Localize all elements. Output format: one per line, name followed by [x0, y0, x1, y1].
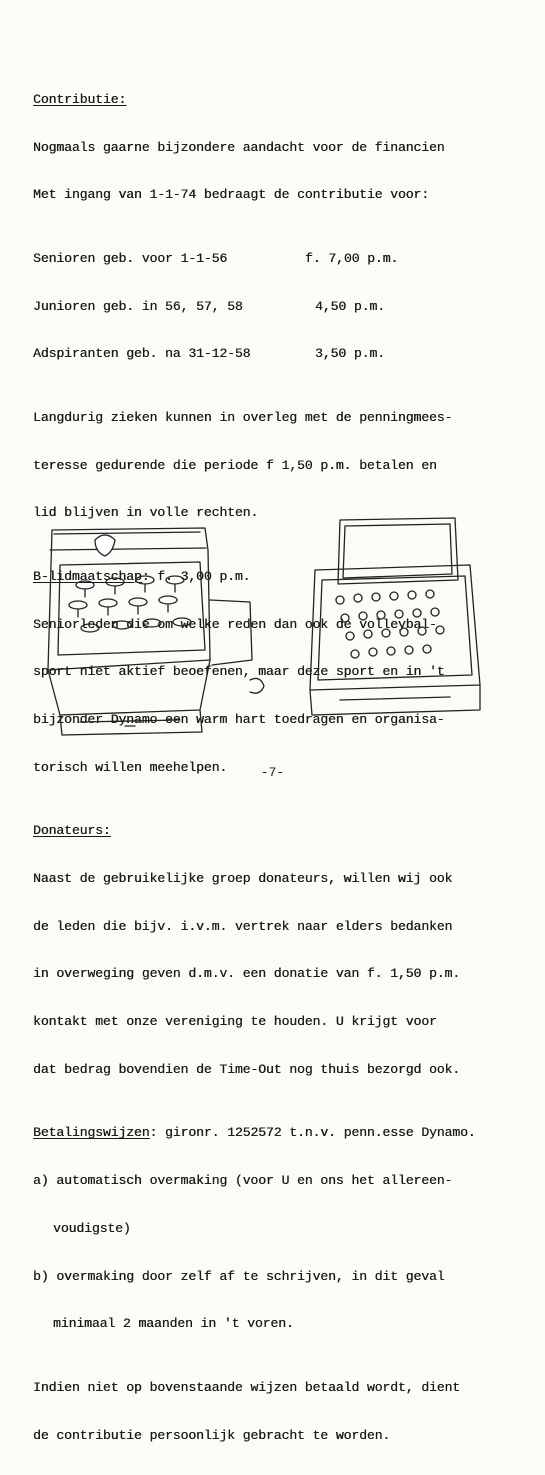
payment-option-b-cont: minimaal 2 maanden in 't voren.	[53, 1316, 294, 1332]
right-register-drawing	[310, 518, 480, 715]
rate-row: Junioren geb. in 56, 57, 58 4,50 p.m.	[33, 298, 385, 314]
intro-line: Nogmaals gaarne bijzondere aandacht voor de financien	[33, 139, 445, 155]
donors-line: Naast de gebruikelijke groep donateurs, willen wij ook	[33, 870, 453, 886]
b-membership-line: B-lidmaatschap: f. 3,00 p.m.	[33, 568, 251, 584]
section-heading-contributie: Contributie:	[33, 91, 127, 107]
senior-members-line: sport niet aktief beoefenen, maar deze sport en in 't	[33, 664, 445, 680]
sick-line: lid blijven in volle rechten.	[33, 505, 259, 521]
left-register-keys	[69, 576, 191, 632]
senior-members-line: bijzonder Dynamo een warm hart toedragen en organisa-	[33, 711, 445, 727]
closing-line: de contributie persoonlijk gebracht te worden.	[33, 1427, 391, 1443]
payment-line: Betalingswijzen: gironr. 1252572 t.n.v. penn.esse Dynamo.	[33, 1125, 476, 1141]
right-register-keys	[336, 590, 444, 658]
donors-line: de leden die bijv. i.v.m. vertrek naar elders bedanken	[33, 918, 453, 934]
donors-line: kontakt met onze vereniging te houden. U krijgt voor	[33, 1014, 437, 1030]
sick-line: Langdurig zieken kunnen in overleg met de penningmees-	[33, 409, 453, 425]
payment-option-b: b) overmaking door zelf af te schrijven, in dit geval	[33, 1268, 445, 1284]
section-heading-donateurs: Donateurs:	[33, 823, 111, 839]
sick-line: teresse gedurende die periode f 1,50 p.m. betalen en	[33, 457, 437, 473]
donors-line: in overweging geven d.m.v. een donatie van f. 1,50 p.m.	[33, 966, 461, 982]
payment-option-a-cont: voudigste)	[53, 1220, 131, 1236]
donors-line: dat bedrag bovendien de Time-Out nog thuis bezorgd ook.	[33, 1061, 461, 1077]
senior-members-line: torisch willen meehelpen.	[33, 759, 228, 775]
senior-members-line: Seniorleden die om welke reden dan ook de volleybal-	[33, 616, 437, 632]
left-register-drawing	[48, 528, 264, 735]
rate-row: Senioren geb. voor 1-1-56 f. 7,00 p.m.	[33, 250, 399, 266]
closing-line: Indien niet op bovenstaande wijzen betaald wordt, dient	[33, 1379, 461, 1395]
intro-line: Met ingang van 1-1-74 bedraagt de contributie voor:	[33, 187, 429, 203]
rate-row: Adspiranten geb. na 31-12-58 3,50 p.m.	[33, 346, 385, 362]
payment-option-a: a) automatisch overmaking (voor U en ons het allereen-	[33, 1173, 453, 1189]
page-number: -7-	[260, 765, 285, 780]
cash-register-illustration	[40, 510, 520, 750]
